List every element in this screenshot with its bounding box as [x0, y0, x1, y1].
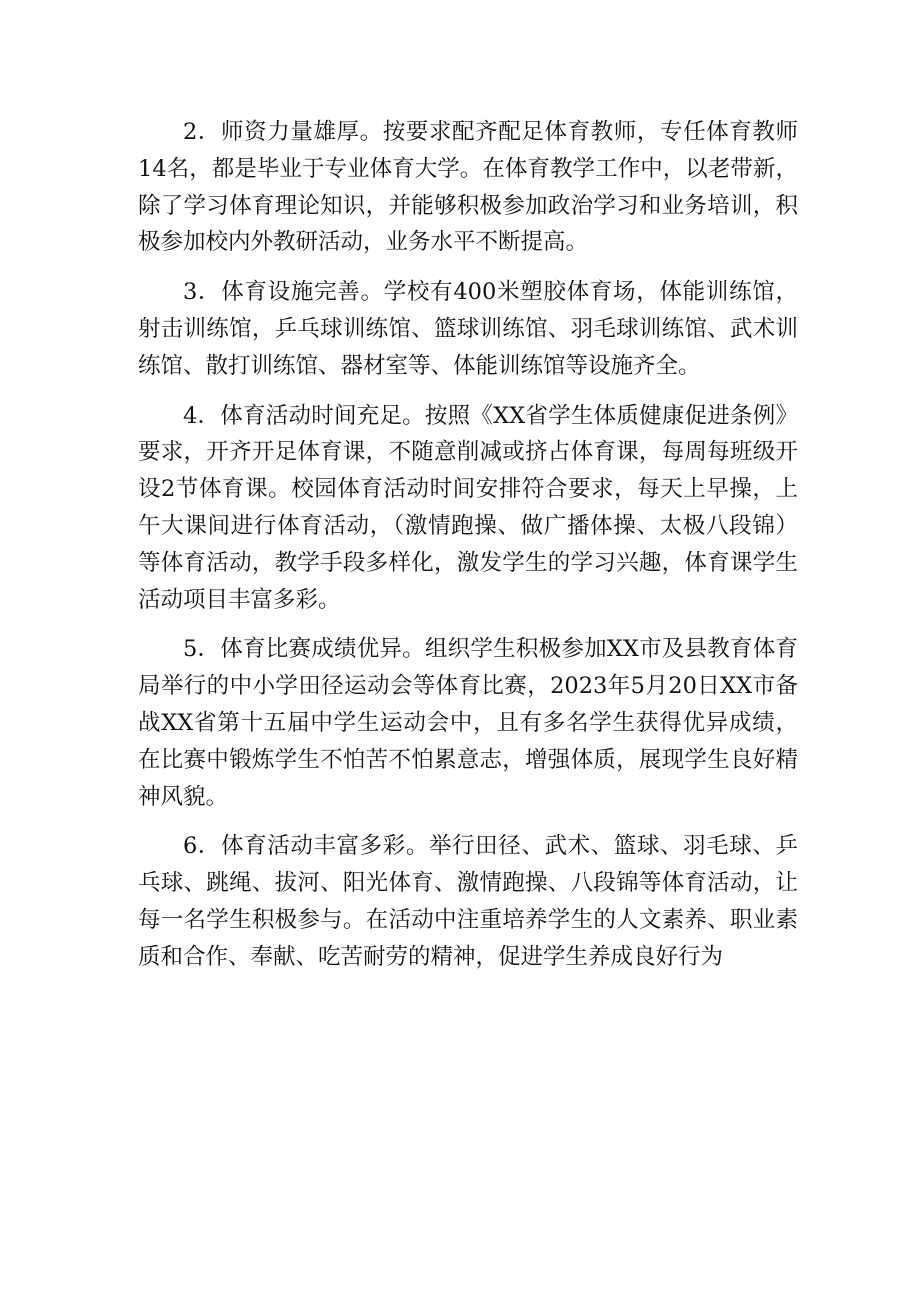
- paragraph-staff: 2．师资力量雄厚。按要求配齐配足体育教师，专任体育教师14名，都是毕业于专业体育大学。在体育教学工作中，以老带新，除了学习体育理论知识，并能够积极参加政治学习和业务培训，积极参加校内外教研活动，业务水平不断提高。: [138, 119, 798, 256]
- document-body: [138, 114, 798, 989]
- paragraph-facilities: 3．体育设施完善。学校有400米塑胶体育场，体能训练馆，射击训练馆，乒乓球训练馆、篮球训练馆、羽毛球训练馆、武术训练馆、散打训练馆、器材室等、体能训练馆等设施齐全。: [138, 279, 798, 379]
- paragraph-activities: 6．体育活动丰富多彩。举行田径、武术、篮球、羽毛球、乒乓球、跳绳、拔河、阳光体育、激情跑操、八段锦等体育活动，让每一名学生积极参与。在活动中注重培养学生的人文素养、职业素质和合作、奉献、吃苦耐劳的精神，促进学生养成良好行为: [138, 833, 798, 970]
- paragraph-competition: 5．体育比赛成绩优异。组织学生积极参加XX市及县教育体育局举行的中小学田径运动会等体育比赛，2023年5月20日XX市备战XX省第十五届中学生运动会中，且有多名学生获得优异成绩，在比赛中锻炼学生不怕苦不怕累意志，增强体质，展现学生良好精神风貌。: [138, 636, 798, 810]
- paragraph-activity-time: 4．体育活动时间充足。按照《XX省学生体质健康促进条例》要求，开齐开足体育课，不随意削减或挤占体育课，每周每班级开设2节体育课。校园体育活动时间安排符合要求，每天上早操，上午大课间进行体育活动，（激情跑操、做广播体操、太极八段锦）等体育活动，教学手段多样化，激发学生的学习兴趣，体育课学生活动项目丰富多彩。: [138, 402, 798, 613]
